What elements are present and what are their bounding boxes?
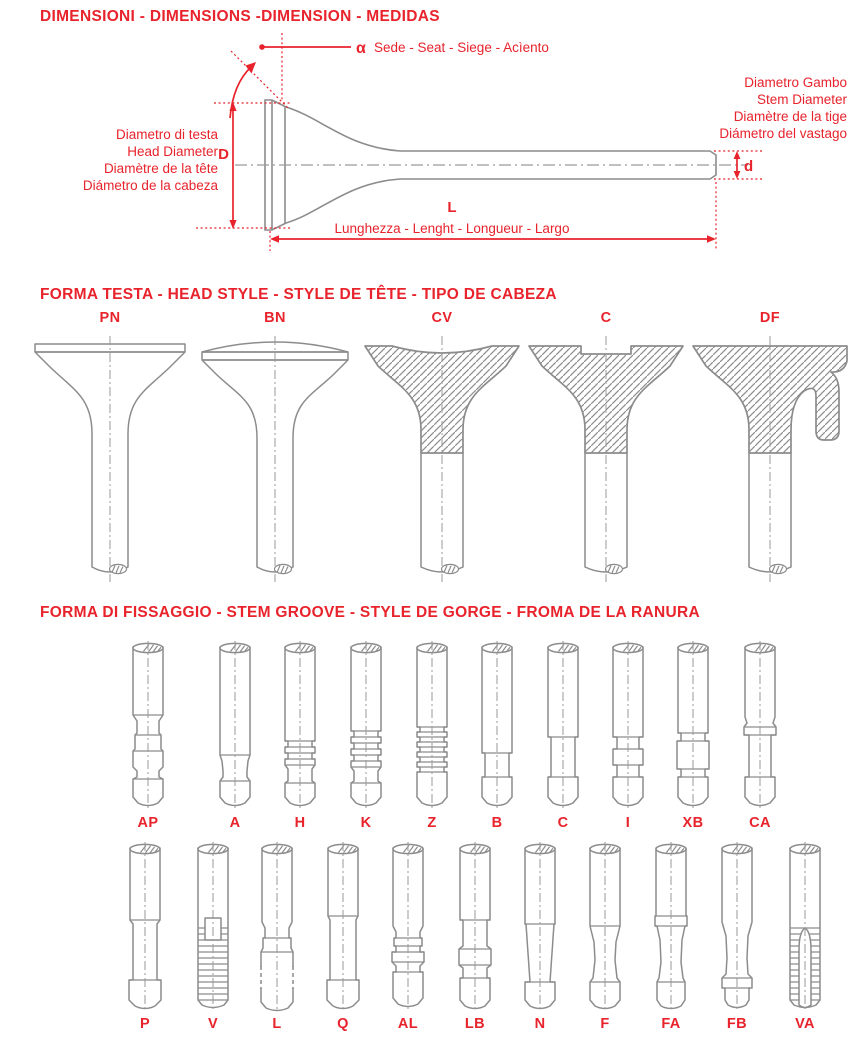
svg-text:Diamètre de la tige: Diamètre de la tige: [733, 109, 847, 124]
stem-drawing-lb: [443, 842, 507, 1012]
stem-groove-v: [181, 842, 245, 1034]
svg-text:Diámetro de la cabeza: Diámetro de la cabeza: [82, 178, 218, 193]
stem-drawing-z: [400, 641, 464, 811]
stem-groove-xb: [661, 641, 725, 833]
stem-groove-i: [596, 641, 660, 833]
stem-drawing-va: [773, 842, 837, 1012]
head-style-label: CV: [431, 310, 453, 326]
stem-drawing-b: [465, 641, 529, 811]
valve-head-drawing-bn: [190, 334, 360, 584]
seat-label: Sede - Seat - Siege - Acìento: [374, 40, 549, 55]
length-symbol: L: [447, 199, 457, 216]
length-arrow: [270, 235, 716, 243]
stem-groove-a: [203, 641, 267, 833]
valve-head-drawing-c: [521, 334, 691, 584]
head-style-label: DF: [759, 310, 781, 326]
stem-groove-fb: [705, 842, 769, 1034]
stem-groove-l: [245, 842, 309, 1034]
stem-drawing-a: [203, 641, 267, 811]
stem-groove-n: [508, 842, 572, 1034]
stem-diameter-symbol: d: [744, 158, 754, 175]
stem-groove-k: [334, 641, 398, 833]
stem-groove-label: Z: [427, 815, 437, 831]
dimensions-title: DIMENSIONI - DIMENSIONS -DIMENSION - MEDIDAS: [40, 8, 440, 25]
svg-text:Diametro di testa: Diametro di testa: [115, 127, 218, 142]
valve-head-drawing-pn: [25, 334, 195, 584]
stem-diameter-arrow: [734, 151, 741, 179]
stem-groove-fa: [639, 842, 703, 1034]
stem-groove-ap: [116, 641, 180, 833]
dimension-diagram: [0, 0, 860, 262]
head-diameter-symbol: D: [218, 146, 229, 163]
stem-groove-row-2: [0, 842, 860, 1042]
stem-groove-label: K: [360, 815, 372, 831]
stem-groove-ca: [728, 641, 792, 833]
stem-drawing-k: [334, 641, 398, 811]
head-style-df: [685, 308, 855, 584]
stem-drawing-xb: [661, 641, 725, 811]
svg-text:Head Diameter: Head Diameter: [127, 144, 218, 159]
svg-text:Diametro Gambo: Diametro Gambo: [744, 75, 847, 90]
stem-groove-q: [311, 842, 375, 1034]
stem-groove-f: [573, 842, 637, 1034]
head-diameter-label: [83, 127, 219, 193]
seat-angle-arc: [230, 44, 351, 118]
stem-groove-label: H: [294, 815, 306, 831]
stem-drawing-n: [508, 842, 572, 1012]
stem-drawing-l: [245, 842, 309, 1012]
svg-text:Diámetro del vastago: Diámetro del vastago: [719, 126, 847, 141]
stem-drawing-f: [573, 842, 637, 1012]
stem-drawing-fb: [705, 842, 769, 1012]
stem-groove-p: [113, 842, 177, 1034]
head-style-row: [0, 308, 860, 600]
stem-groove-b: [465, 641, 529, 833]
stem-drawing-al: [376, 842, 440, 1012]
head-style-label: BN: [264, 310, 286, 326]
stem-groove-h: [268, 641, 332, 833]
head-style-label: PN: [99, 310, 121, 326]
head-style-bn: [190, 308, 360, 584]
stem-drawing-q: [311, 842, 375, 1012]
stem-groove-label: B: [491, 815, 503, 831]
alpha-symbol: α: [356, 40, 366, 57]
stem-drawing-h: [268, 641, 332, 811]
stem-groove-label: I: [625, 815, 631, 831]
head-style-label: C: [600, 310, 612, 326]
stem-groove-label: XB: [682, 815, 704, 831]
stem-groove-label: A: [229, 815, 241, 831]
stem-groove-lb: [443, 842, 507, 1034]
stem-drawing-v: [181, 842, 245, 1012]
head-style-c: [521, 308, 691, 584]
stem-groove-label: Q: [337, 1016, 349, 1032]
stem-groove-label: FA: [661, 1016, 681, 1032]
stem-groove-al: [376, 842, 440, 1034]
stem-groove-label: AL: [397, 1016, 419, 1032]
stem-groove-label: LB: [464, 1016, 486, 1032]
stem-groove-c: [531, 641, 595, 833]
stem-drawing-p: [113, 842, 177, 1012]
stem-groove-label: L: [272, 1016, 282, 1032]
head-style-title: FORMA TESTA - HEAD STYLE - STYLE DE TÊTE - TIPO DE CABEZA: [40, 286, 557, 303]
valve-head-drawing-df: [685, 334, 855, 584]
stem-drawing-fa: [639, 842, 703, 1012]
stem-groove-label: FB: [726, 1016, 748, 1032]
valve-head-drawing-cv: [357, 334, 527, 584]
stem-groove-row-1: [0, 641, 860, 841]
stem-drawing-ap: [116, 641, 180, 811]
stem-groove-title: FORMA DI FISSAGGIO - STEM GROOVE - STYLE DE GORGE - FROMA DE LA RANURA: [40, 604, 700, 621]
head-style-cv: [357, 308, 527, 584]
stem-groove-label: CA: [749, 815, 771, 831]
stem-groove-va: [773, 842, 837, 1034]
stem-diameter-label: [719, 75, 847, 141]
stem-groove-label: V: [207, 1016, 219, 1032]
head-style-pn: [25, 308, 195, 584]
stem-groove-label: AP: [137, 815, 159, 831]
stem-drawing-c: [531, 641, 595, 811]
svg-text:Stem Diameter: Stem Diameter: [756, 92, 847, 107]
stem-groove-label: VA: [795, 1016, 815, 1032]
svg-text:Diamètre de la tête: Diamètre de la tête: [103, 161, 218, 176]
stem-drawing-ca: [728, 641, 792, 811]
stem-groove-label: F: [600, 1016, 610, 1032]
length-label: Lunghezza - Lenght - Longueur - Largo: [334, 221, 570, 236]
stem-groove-label: P: [139, 1016, 151, 1032]
stem-drawing-i: [596, 641, 660, 811]
stem-groove-label: N: [534, 1016, 546, 1032]
stem-groove-z: [400, 641, 464, 833]
stem-groove-label: C: [557, 815, 569, 831]
